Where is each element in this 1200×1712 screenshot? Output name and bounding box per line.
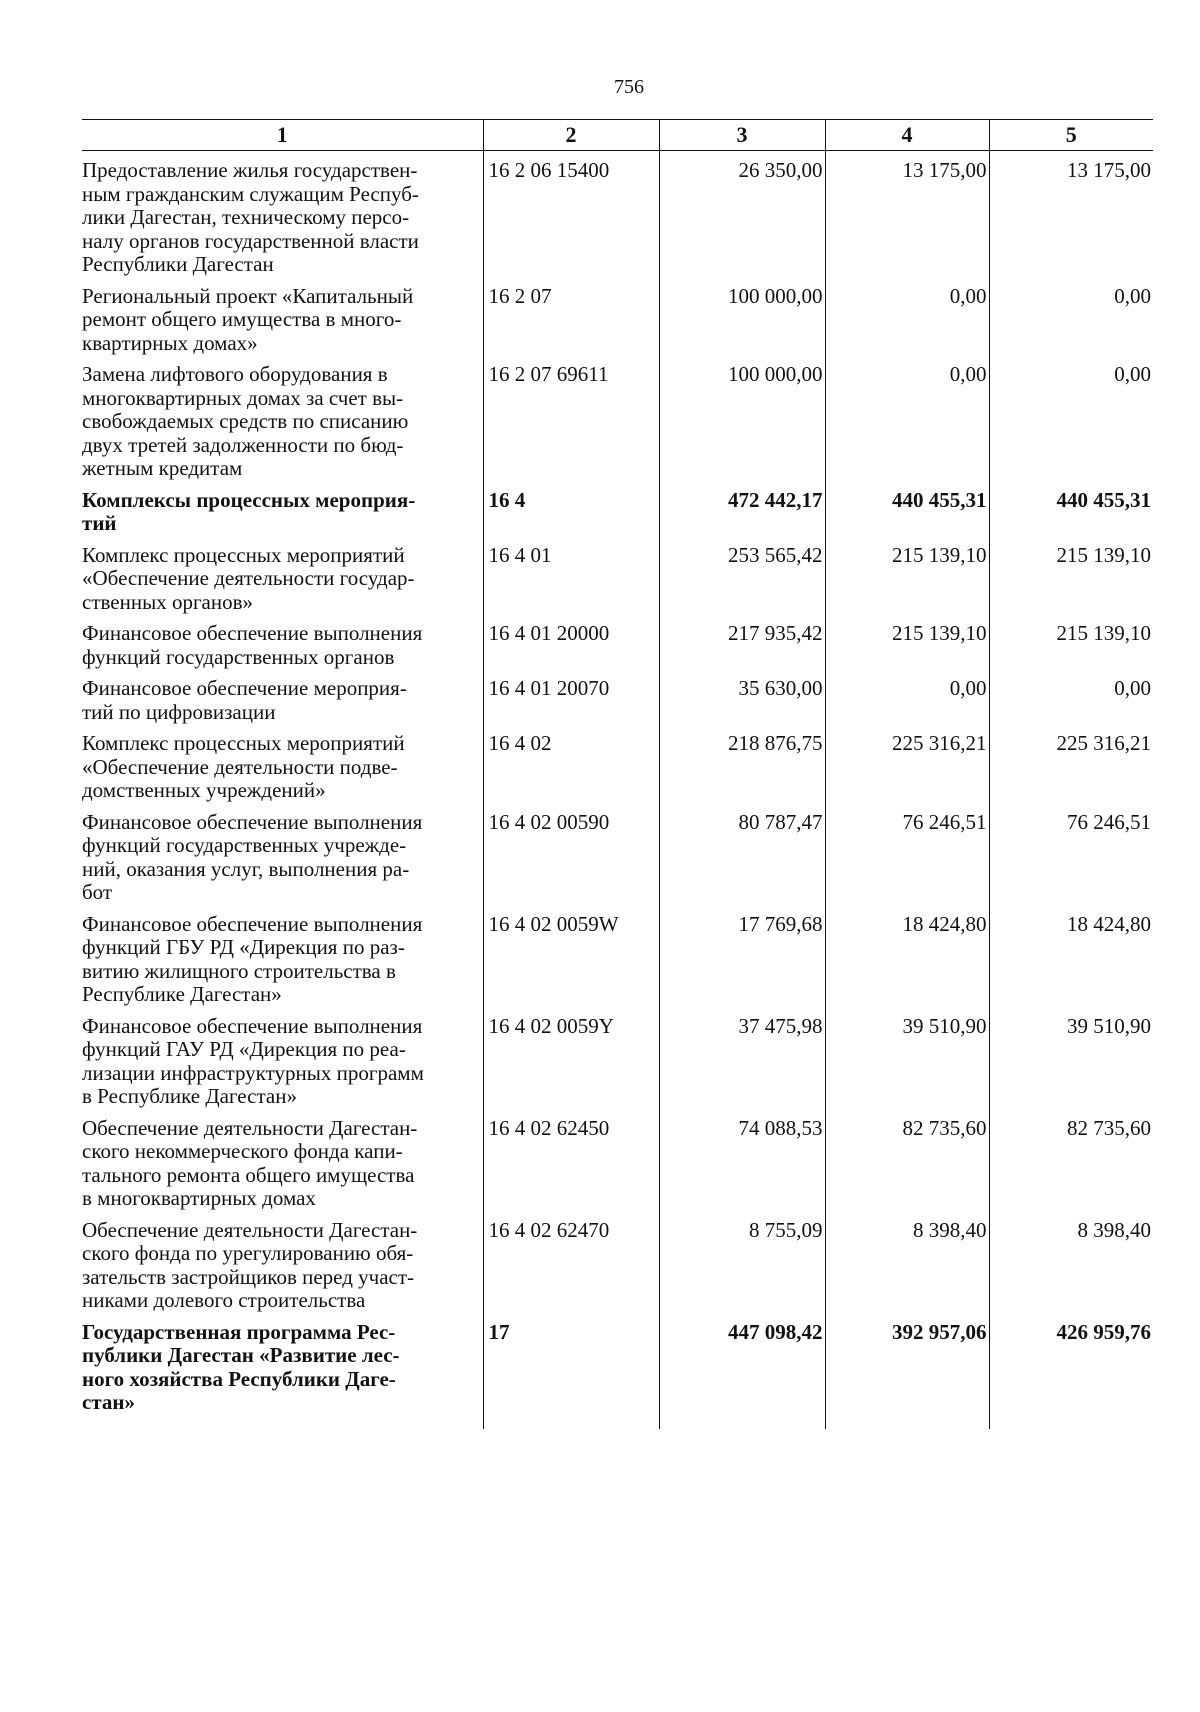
row-value-col4: 8 398,40 (825, 1211, 989, 1313)
row-value-col5: 18 424,80 (989, 905, 1153, 1007)
table-row (82, 724, 1153, 803)
row-name-cell: Финансовое обеспечение мероприя- тий по цифровизации (82, 676, 407, 724)
row-value-col5: 0,00 (989, 669, 1153, 724)
table-row (82, 905, 1153, 1007)
row-code-cell: 16 4 02 (483, 724, 659, 803)
row-value-col5: 426 959,76 (989, 1313, 1153, 1429)
row-value-col4: 215 139,10 (825, 614, 989, 669)
row-value-col5: 215 139,10 (989, 536, 1153, 615)
table-row (82, 355, 1153, 481)
row-value-col5: 0,00 (989, 277, 1153, 356)
budget-table (82, 119, 1153, 1429)
table-row (82, 151, 1153, 277)
table-row (82, 1109, 1153, 1211)
row-value-col4: 18 424,80 (825, 905, 989, 1007)
table-body (82, 151, 1153, 1429)
row-name-cell: Финансовое обеспечение выполнения функций государственных органов (82, 621, 423, 669)
row-value-col5: 215 139,10 (989, 614, 1153, 669)
table-row (82, 614, 1153, 669)
row-value-col5: 82 735,60 (989, 1109, 1153, 1211)
row-value-col4: 39 510,90 (825, 1007, 989, 1109)
row-code-cell: 16 4 01 20000 (483, 614, 659, 669)
row-value-col3: 35 630,00 (659, 669, 825, 724)
row-name-cell: Финансовое обеспечение выполнения функций ГАУ РД «Дирекция по реа- лизации инфраструктурных программ в Республике Дагестан» (82, 1013, 424, 1108)
row-value-col3: 217 935,42 (659, 614, 825, 669)
row-code-cell: 16 2 07 69611 (483, 355, 659, 481)
row-value-col4: 76 246,51 (825, 803, 989, 905)
row-value-col4: 0,00 (825, 355, 989, 481)
row-value-col5: 0,00 (989, 355, 1153, 481)
table-row (82, 1313, 1153, 1429)
row-name-cell: Финансовое обеспечение выполнения функций ГБУ РД «Дирекция по раз- витию жилищного строительства в Республике Дагестан» (82, 911, 423, 1006)
row-name-cell: Финансовое обеспечение выполнения функций государственных учрежде- ний, оказания услуг, выполнения ра- бот (82, 809, 423, 904)
row-value-col3: 74 088,53 (659, 1109, 825, 1211)
row-name-cell: Предоставление жилья государствен- ным гражданским служащим Респуб- лики Дагестан, техническому персо- налу органов государственной власти Республики Дагестан (82, 158, 419, 276)
column-header-3: 3 (659, 120, 825, 151)
row-name-cell: Комплекс процессных мероприятий «Обеспечение деятельности подве- домственных учреждений» (82, 731, 405, 802)
table-row (82, 669, 1153, 724)
row-value-col5: 13 175,00 (989, 151, 1153, 277)
row-value-col3: 37 475,98 (659, 1007, 825, 1109)
row-value-col5: 39 510,90 (989, 1007, 1153, 1109)
row-value-col3: 26 350,00 (659, 151, 825, 277)
table-row (82, 481, 1153, 536)
row-value-col4: 440 455,31 (825, 481, 989, 536)
table-header-row (82, 120, 1153, 151)
row-value-col3: 100 000,00 (659, 355, 825, 481)
row-value-col3: 17 769,68 (659, 905, 825, 1007)
row-value-col3: 253 565,42 (659, 536, 825, 615)
row-code-cell: 16 4 02 62450 (483, 1109, 659, 1211)
row-value-col4: 82 735,60 (825, 1109, 989, 1211)
row-name-cell: Замена лифтового оборудования в многоквартирных домах за счет вы- свобождаемых средств по списанию двух третей задолженности по бюд- жетным кредитам (82, 362, 409, 480)
row-value-col4: 392 957,06 (825, 1313, 989, 1429)
row-value-col5: 76 246,51 (989, 803, 1153, 905)
row-code-cell: 16 4 02 0059Y (483, 1007, 659, 1109)
row-value-col3: 218 876,75 (659, 724, 825, 803)
row-code-cell: 16 2 07 (483, 277, 659, 356)
row-value-col3: 447 098,42 (659, 1313, 825, 1429)
row-name-cell: Комплекс процессных мероприятий «Обеспечение деятельности государ- ственных органов» (82, 542, 415, 614)
row-name-cell: Комплексы процессных мероприя- тий (82, 487, 416, 535)
row-value-col3: 80 787,47 (659, 803, 825, 905)
row-code-cell: 16 4 (483, 481, 659, 536)
row-value-col3: 100 000,00 (659, 277, 825, 356)
row-code-cell: 16 4 02 62470 (483, 1211, 659, 1313)
row-name-cell: Обеспечение деятельности Дагестан- ского фонда по урегулированию обя- зательств застройщиков перед участ- никами долевого строительства (82, 1217, 418, 1312)
column-header-4: 4 (825, 120, 989, 151)
row-code-cell: 17 (483, 1313, 659, 1429)
row-value-col3: 8 755,09 (659, 1211, 825, 1313)
page-number: 756 (614, 76, 644, 98)
row-value-col4: 13 175,00 (825, 151, 989, 277)
row-name-cell: Региональный проект «Капитальный ремонт общего имущества в много- квартирных домах» (82, 283, 414, 355)
row-value-col4: 215 139,10 (825, 536, 989, 615)
table-row (82, 1007, 1153, 1109)
row-name-cell: Обеспечение деятельности Дагестан- ского некоммерческого фонда капи- тального ремонта общего имущества в многоквартирных домах (82, 1115, 418, 1210)
table-row (82, 1211, 1153, 1313)
row-code-cell: 16 4 01 20070 (483, 669, 659, 724)
row-value-col5: 225 316,21 (989, 724, 1153, 803)
row-value-col5: 440 455,31 (989, 481, 1153, 536)
row-value-col4: 225 316,21 (825, 724, 989, 803)
column-header-5: 5 (989, 120, 1153, 151)
row-value-col5: 8 398,40 (989, 1211, 1153, 1313)
row-code-cell: 16 4 02 0059W (483, 905, 659, 1007)
column-header-1: 1 (82, 120, 483, 151)
row-value-col4: 0,00 (825, 669, 989, 724)
table-row (82, 277, 1153, 356)
row-code-cell: 16 4 01 (483, 536, 659, 615)
row-name-cell: Государственная программа Рес- публики Дагестан «Развитие лес- ного хозяйства Республики Даге- стан» (82, 1319, 400, 1414)
row-value-col3: 472 442,17 (659, 481, 825, 536)
table-row (82, 803, 1153, 905)
row-value-col4: 0,00 (825, 277, 989, 356)
column-header-2: 2 (483, 120, 659, 151)
row-code-cell: 16 2 06 15400 (483, 151, 659, 277)
row-code-cell: 16 4 02 00590 (483, 803, 659, 905)
table-row (82, 536, 1153, 615)
